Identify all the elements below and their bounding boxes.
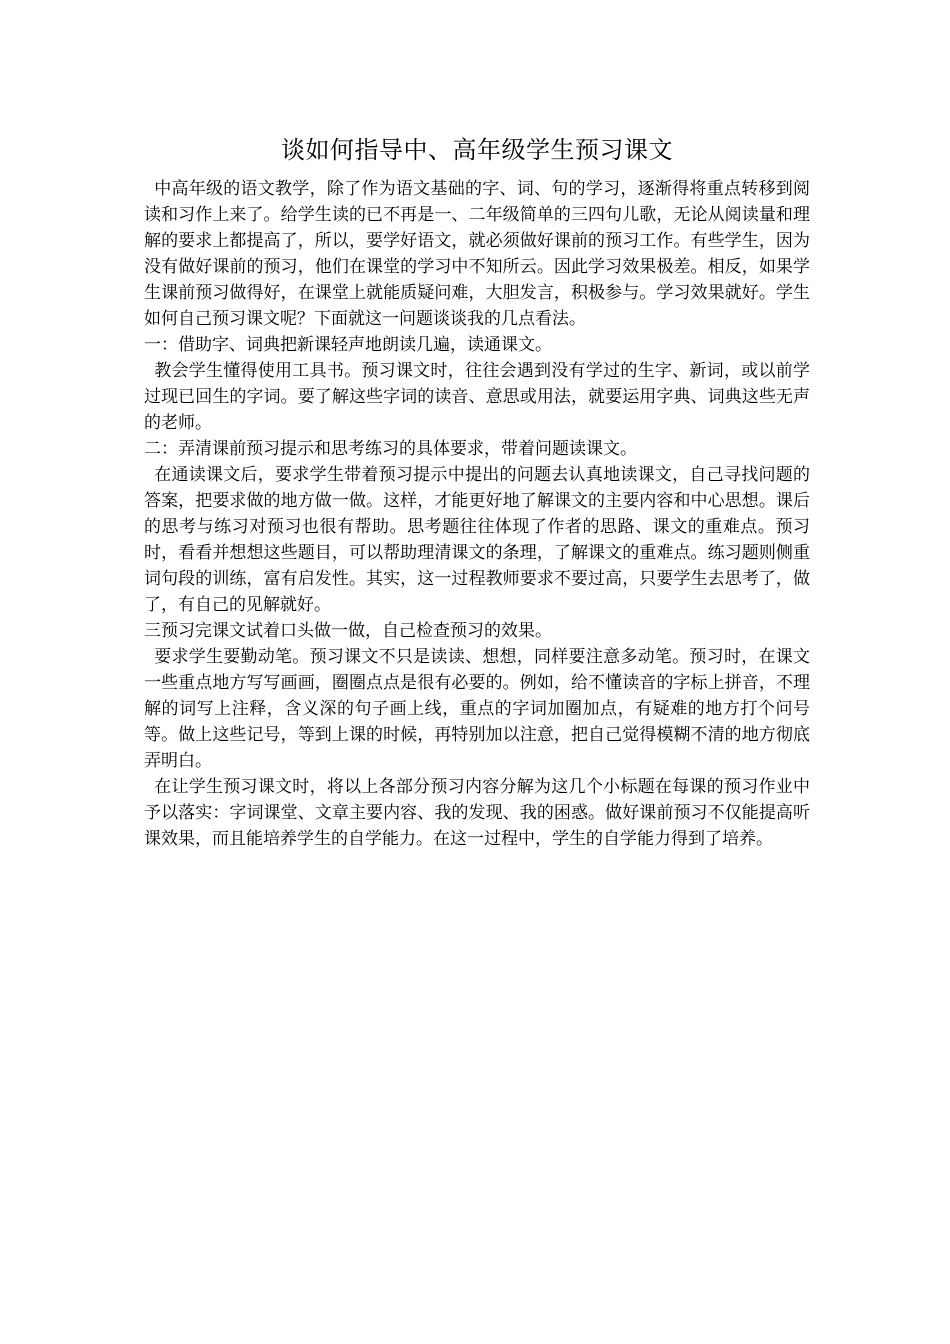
document-body bbox=[144, 130, 810, 852]
section-paragraph-3: 要求学生要勤动笔。预习课文不只是读读、想想，同样要注意多动笔。预习时，在课文一些重点地方写写画画，圈圈点点是很有必要的。例如，给不懂读音的字标上拼音，不理解的词写上注释，含义深的句子画上线，重点的字词加圈加点，有疑难的地方打个问号等。做上这些记号，等到上课的时候，再特别加以注意，把自己觉得模糊不清的地方彻底弄明白。 bbox=[144, 647, 810, 771]
closing-paragraph: 在让学生预习课文时，将以上各部分预习内容分解为这几个小标题在每课的预习作业中予以落实：字词课堂、文章主要内容、我的发现、我的困惑。做好课前预习不仅能提高听课效果，而且能培养学生的自学能力。在这一过程中，学生的自学能力得到了培养。 bbox=[144, 777, 810, 849]
section-heading-2: 二：弄清课前预习提示和思考练习的具体要求，带着问题读课文。 bbox=[144, 439, 637, 459]
paragraph-list bbox=[144, 176, 810, 852]
section-paragraph-2: 在通读课文后，要求学生带着预习提示中提出的问题去认真地读课文，自己寻找问题的答案，把要求做的地方做一做。这样，才能更好地了解课文的主要内容和中心思想。课后的思考与练习对预习也很有帮助。思考题往往体现了作者的思路、课文的重难点。预习时，看看并想想这些题目，可以帮助理清课文的条理，了解课文的重难点。练习题则侧重词句段的训练，富有启发性。其实，这一过程教师要求不要过高，只要学生去思考了，做了，有自己的见解就好。 bbox=[144, 465, 810, 615]
document-title: 谈如何指导中、高年级学生预习课文 bbox=[281, 136, 673, 164]
intro-paragraph: 中高年级的语文教学，除了作为语文基础的字、词、句的学习，逐渐得将重点转移到阅读和习作上来了。给学生读的已不再是一、二年级简单的三四句儿歌，无论从阅读量和理解的要求上都提高了，所以，要学好语文，就必须做好课前的预习工作。有些学生，因为没有做好课前的预习，他们在课堂的学习中不知所云。因此学习效果极差。相反，如果学生课前预习做得好，在课堂上就能质疑问难，大胆发言，积极参与。学习效果就好。学生如何自己预习课文呢？下面就这一问题谈谈我的几点看法。 bbox=[144, 179, 810, 329]
section-heading-3: 三预习完课文试着口头做一做，自己检查预习的效果。 bbox=[144, 621, 552, 641]
section-heading-1: 一：借助字、词典把新课轻声地朗读几遍，读通课文。 bbox=[144, 335, 552, 355]
section-paragraph-1: 教会学生懂得使用工具书。预习课文时，往往会遇到没有学过的生字、新词，或以前学过现已回生的字词。要了解这些字词的读音、意思或用法，就要运用字典、词典这些无声的老师。 bbox=[144, 361, 810, 433]
